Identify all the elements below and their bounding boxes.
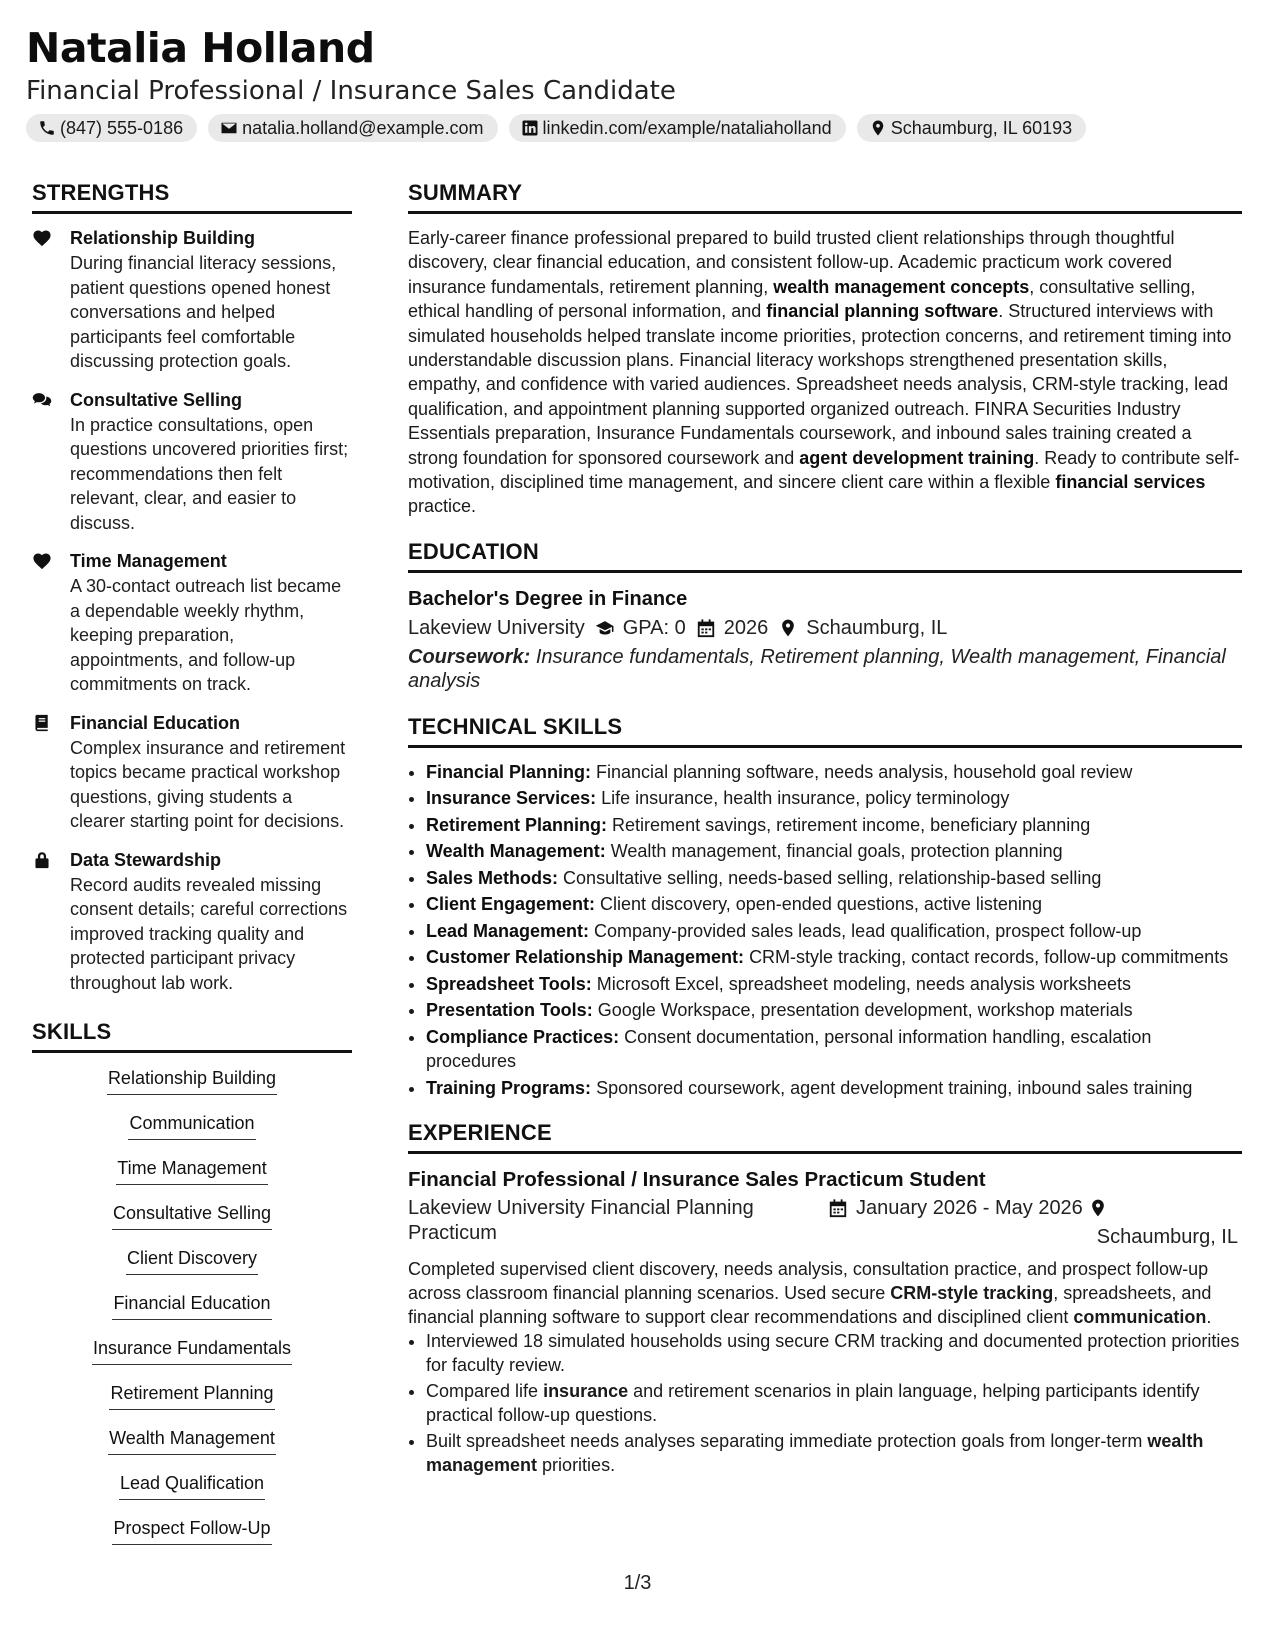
tech-skill-value: Client discovery, open-ended questions, active listening [600,894,1042,915]
linkedin-icon [521,119,539,137]
coursework-label: Coursework: [408,645,531,668]
contact-email[interactable] [208,114,497,142]
tech-skill-label: Spreadsheet Tools: [426,973,592,994]
desc-fragment: Completed supervised client discovery, needs analysis, consultation practice, and prospect follow-up across classroom financial planning scenarios. Used secure [408,1259,1209,1304]
tech-skill-label: Retirement Planning: [426,814,608,835]
skill-tag [32,1290,352,1321]
bullet-text: Built spreadsheet needs analyses separating immediate protection goals from longer-term [426,1431,1148,1452]
skill-tag [32,1200,352,1231]
gpa: GPA: 0 [622,616,686,639]
location-text: Schaumburg, IL [1096,1225,1238,1248]
candidate-name: Natalia Holland [26,24,375,72]
school-name: Lakeview University [408,616,585,639]
strength-desc: Complex insurance and retirement topics became practical workshop questions, giving students a clearer starting point for decisions. [70,737,346,831]
strength-desc: During financial literacy sessions, patient questions opened honest conversations and helped participants feel comfortable discussing protection goals. [70,253,337,371]
comments-icon [32,391,52,409]
tech-skill-value: Google Workspace, presentation development, workshop materials [597,1000,1133,1021]
heart-icon [32,552,52,570]
job-title: Financial Professional / Insurance Sales Practicum Student [408,1168,986,1192]
list-item [426,866,1242,891]
tech-skill-value: Retirement savings, retirement income, beneficiary planning [612,814,1091,835]
desc-fragment: , spreadsheets, and financial planning software to support clear recommendations and disciplined client [408,1283,1212,1328]
tech-skill-label: Wealth Management: [426,841,606,862]
summary-emphasis: agent development training [799,447,1035,468]
map-pin-icon [778,618,798,638]
bullet-emphasis: insurance [543,1381,629,1402]
contact-text: linkedin.com/example/nataliaholland [542,117,832,138]
list-item [426,786,1242,811]
skill-tag [32,1110,352,1141]
desc-emphasis: communication [1073,1307,1207,1328]
summary-emphasis: financial services [1055,472,1206,493]
skill-label: Consultative Selling [112,1200,272,1230]
contact-bar [26,114,1246,142]
degree-title: Bachelor's Degree in Finance [408,587,688,610]
tech-skill-value: CRM-style tracking, contact records, follow-up commitments [749,947,1229,968]
strength-title: Data Stewardship [70,849,222,870]
strength-title: Relationship Building [70,228,255,248]
list-item [426,1025,1242,1074]
summary-text [408,226,1242,519]
list-item [426,813,1242,838]
list-item [426,839,1242,864]
skill-label: Wealth Management [108,1425,276,1455]
bullet-text: and retirement scenarios in plain language, helping participants identify practical follow-up questions. [426,1381,1200,1426]
graduation-cap-icon [595,618,615,638]
skill-label: Time Management [116,1155,267,1185]
strength-desc: In practice consultations, open questions uncovered priorities first; recommendations then felt relevant, clear, and easier to discuss. [70,414,349,533]
list-item [426,760,1242,785]
coursework [408,645,1242,694]
bullet-text: Compared life [426,1381,544,1402]
skill-tag [32,1335,352,1366]
desc-fragment: . [1206,1307,1212,1328]
list-item [426,1329,1242,1377]
right-column [408,178,1242,1479]
tech-skill-value: Sponsored coursework, agent development training, inbound sales training [596,1077,1193,1098]
education-meta [408,613,1242,643]
summary-fragment: Early-career finance professional prepared to build trusted client relationships through thoughtful discovery, clear financial education, and consistent follow-up. Academic practicum work covered insurance fundamentals, retirement planning, [408,228,1175,297]
phone-icon [38,119,56,137]
strength-item [32,226,352,374]
tech-skill-value: Financial planning software, needs analysis, household goal review [596,761,1133,782]
list-item [426,1429,1242,1477]
contact-phone[interactable] [26,114,197,142]
skill-label: Relationship Building [107,1065,277,1095]
strength-item [32,711,352,834]
contact-linkedin[interactable] [509,114,846,142]
lock-icon [32,851,52,869]
skills-list [32,1065,352,1546]
skill-tag [32,1245,352,1276]
skills-heading: SKILLS [32,1017,352,1053]
list-item [426,998,1242,1023]
job-description [408,1257,1242,1329]
tech-skill-label: Sales Methods: [426,867,559,888]
contact-location [857,114,1086,142]
skill-label: Communication [128,1110,255,1140]
calendar-icon [696,618,716,638]
heart-icon [32,229,52,247]
contact-text: natalia.holland@example.com [242,117,484,138]
tech-skill-value: Consultative selling, needs-based selling, relationship-based selling [563,867,1102,888]
strength-title: Time Management [70,551,227,571]
technical-skills-heading: TECHNICAL SKILLS [408,712,1242,748]
coursework-list: Insurance fundamentals, Retirement planning, Wealth management, Financial analysis [408,645,1226,693]
summary-fragment: . Ready to contribute self-motivation, disciplined time management, and sincere client care within a flexible [408,447,1240,493]
skill-label: Financial Education [112,1290,271,1320]
bullet-text: Interviewed 18 simulated households using secure CRM tracking and documented protection priorities for faculty review. [426,1331,1240,1376]
job-location [1088,1196,1238,1249]
strengths-heading: STRENGTHS [32,178,352,214]
tech-skill-label: Insurance Services: [426,788,597,809]
school-location: Schaumburg, IL [806,616,948,639]
strength-item [32,549,352,697]
list-item [426,1379,1242,1427]
summary-fragment: , consultative selling, ethical handling of personal information, and [408,276,1196,322]
skill-label: Prospect Follow-Up [112,1515,271,1545]
skill-label: Lead Qualification [119,1470,265,1500]
skill-tag [32,1380,352,1411]
tech-skill-value: Consent documentation, personal information handling, escalation procedures [426,1026,1152,1072]
list-item [426,919,1242,944]
skill-label: Insurance Fundamentals [92,1335,292,1365]
list-item [426,1076,1242,1101]
list-item [426,945,1242,970]
technical-skills-list [408,760,1242,1101]
tech-skill-label: Lead Management: [426,920,590,941]
map-pin-icon [869,119,887,137]
strength-title: Financial Education [70,712,241,733]
summary-heading: SUMMARY [408,178,1242,214]
resume-header [26,22,1246,142]
skill-tag [32,1065,352,1096]
strength-item [32,388,352,536]
tech-skill-value: Microsoft Excel, spreadsheet modeling, needs analysis worksheets [596,973,1131,994]
job-bullets [408,1329,1242,1477]
map-pin-icon [1088,1198,1108,1218]
list-item [426,892,1242,917]
skill-tag [32,1155,352,1186]
tech-skill-label: Presentation Tools: [426,1000,593,1021]
tech-skill-label: Customer Relationship Management: [426,947,745,968]
summary-fragment: practice. [408,496,477,517]
strength-desc: Record audits revealed missing consent details; careful corrections improved tracking quality and protected participant privacy throughout lab work. [70,874,348,993]
bullet-text: priorities. [537,1455,616,1476]
experience-heading: EXPERIENCE [408,1118,1242,1154]
job-meta [408,1196,1242,1249]
skill-tag [32,1515,352,1546]
tech-skill-label: Compliance Practices: [426,1026,620,1047]
left-column [32,178,352,1560]
graduation-year: 2026 [723,616,769,639]
candidate-headline: Financial Professional / Insurance Sales Candidate [26,76,676,106]
envelope-icon [220,119,238,137]
summary-emphasis: wealth management concepts [773,276,1030,297]
list-item [426,972,1242,997]
bullet-emphasis: wealth management [426,1431,1204,1476]
strength-desc: A 30-contact outreach list became a dependable weekly rhythm, keeping preparation, appointments, and follow-up commitments on track. [70,576,342,694]
skill-tag [32,1470,352,1501]
tech-skill-label: Financial Planning: [426,761,592,782]
tech-skill-value: Life insurance, health insurance, policy terminology [601,788,1010,809]
contact-text: (847) 555-0186 [60,117,184,138]
tech-skill-value: Wealth management, financial goals, protection planning [610,841,1063,862]
summary-fragment: . Structured interviews with simulated households helped translate income priorities, protection concerns, and retirement timing into understandable discussion plans. Financial literacy workshops strengthened presentation skills, empathy, and confidence with varied audiences. Spreadsheet needs analysis, CRM-style tracking, lead qualification, and appointment planning supported organized outreach. FINRA Securities Industry Essentials preparation, Insurance Fundamentals coursework, and inbound sales training created a strong foundation for sponsored coursework and [408,301,1232,468]
book-icon [32,714,52,732]
skill-tag [32,1425,352,1456]
employer: Lakeview University Financial Planning Practicum [408,1197,754,1244]
desc-emphasis: CRM-style tracking [890,1283,1054,1304]
tech-skill-value: Company-provided sales leads, lead qualification, prospect follow-up [594,920,1142,941]
job-dates [828,1196,1088,1249]
education-heading: EDUCATION [408,537,1242,573]
skill-label: Retirement Planning [109,1380,274,1410]
tech-skill-label: Training Programs: [426,1077,592,1098]
strength-item [32,848,352,996]
strength-title: Consultative Selling [70,389,243,410]
tech-skill-label: Client Engagement: [426,894,596,915]
calendar-icon [828,1198,848,1218]
page-number: 1/3 [623,1572,652,1594]
skill-label: Client Discovery [126,1245,258,1275]
summary-emphasis: financial planning software [766,301,999,322]
date-range: January 2026 - May 2026 [856,1197,1083,1220]
contact-text: Schaumburg, IL 60193 [890,117,1073,138]
